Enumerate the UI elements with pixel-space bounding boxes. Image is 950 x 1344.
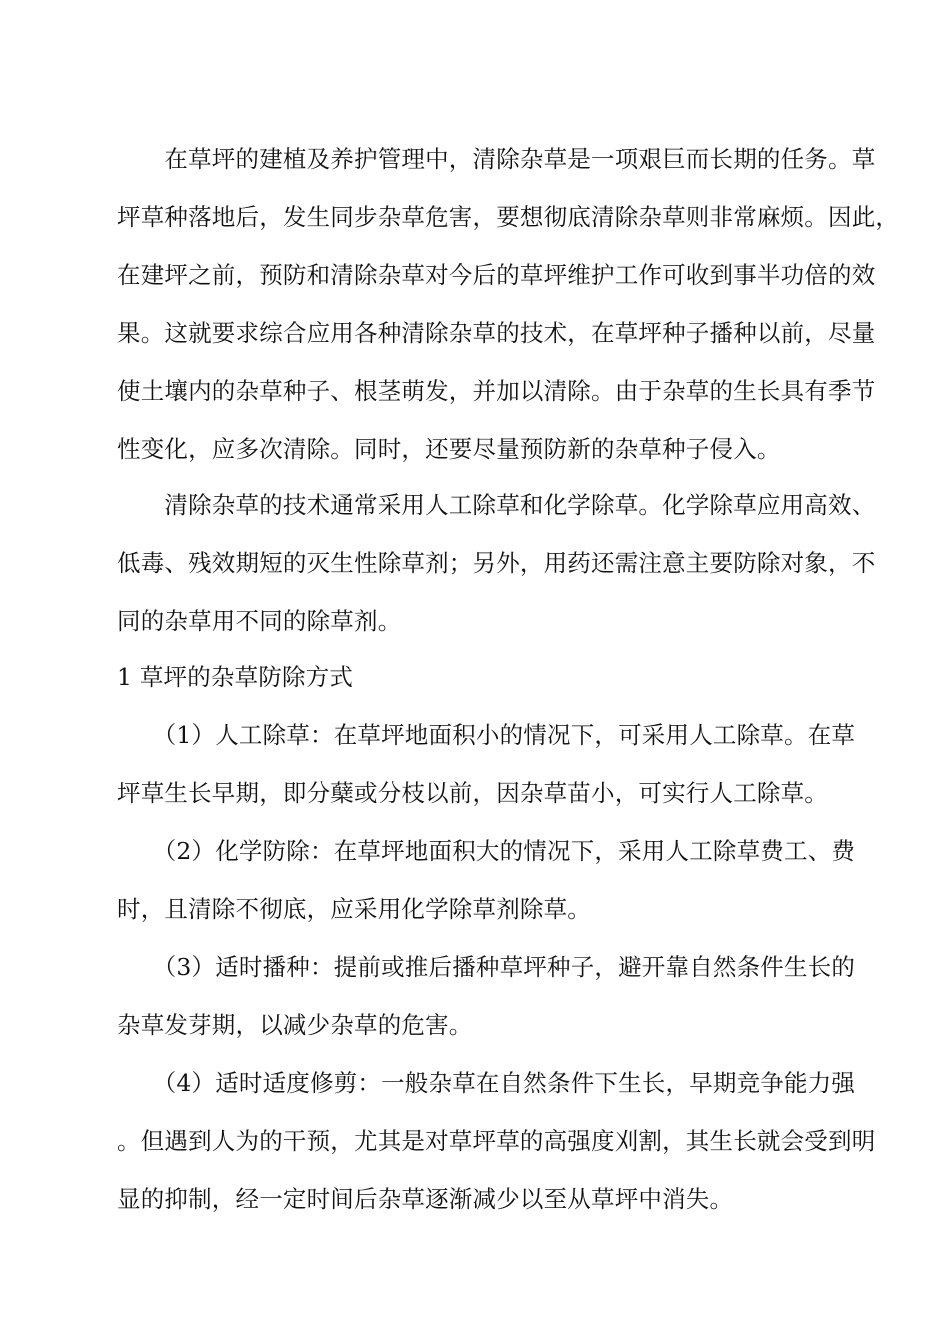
text-line: 清除杂草的技术通常采用人工除草和化学除草。化学除草应用高效、 <box>117 491 876 519</box>
text-line: 坪草生长早期，即分蘖或分枝以前，因杂草苗小，可实行人工除草。 <box>117 779 828 807</box>
text-line: 在建坪之前，预防和清除杂草对今后的草坪维护工作可收到事半功倍的效 <box>117 261 876 289</box>
text-line: 。但遇到人为的干预，尤其是对草坪草的高强度刈割，其生长就会受到明 <box>117 1127 876 1155</box>
text-line: （2）化学防除：在草坪地面积大的情况下，采用人工除草费工、费 <box>117 837 856 865</box>
text-line: 同的杂草用不同的除草剂。 <box>117 607 402 635</box>
text-line: （3）适时播种：提前或推后播种草坪种子，避开靠自然条件生长的 <box>117 953 856 981</box>
text-line: 在草坪的建植及养护管理中，清除杂草是一项艰巨而长期的任务。草 <box>117 145 876 173</box>
text-line: 性变化，应多次清除。同时，还要尽量预防新的杂草种子侵入。 <box>117 435 781 463</box>
text-line: （4）适时适度修剪：一般杂草在自然条件下生长，早期竞争能力强 <box>117 1069 856 1097</box>
text-line: 坪草种落地后，发生同步杂草危害，要想彻底清除杂草则非常麻烦。因此， <box>117 203 900 231</box>
text-line: （1）人工除草：在草坪地面积小的情况下，可采用人工除草。在草 <box>117 721 856 749</box>
text-line: 显的抑制，经一定时间后杂草逐渐减少以至从草坪中消失。 <box>117 1185 734 1213</box>
text-line: 低毒、残效期短的灭生性除草剂；另外，用药还需注意主要防除对象，不 <box>117 549 876 577</box>
text-line: 使土壤内的杂草种子、根茎萌发，并加以清除。由于杂草的生长具有季节 <box>117 377 876 405</box>
text-line: 果。这就要求综合应用各种清除杂草的技术，在草坪种子播种以前，尽量 <box>117 319 876 347</box>
text-line: 杂草发芽期，以减少杂草的危害。 <box>117 1011 473 1039</box>
text-line: 时，且清除不彻底，应采用化学除草剂除草。 <box>117 895 591 923</box>
section-heading: 1 草坪的杂草防除方式 <box>117 663 354 691</box>
